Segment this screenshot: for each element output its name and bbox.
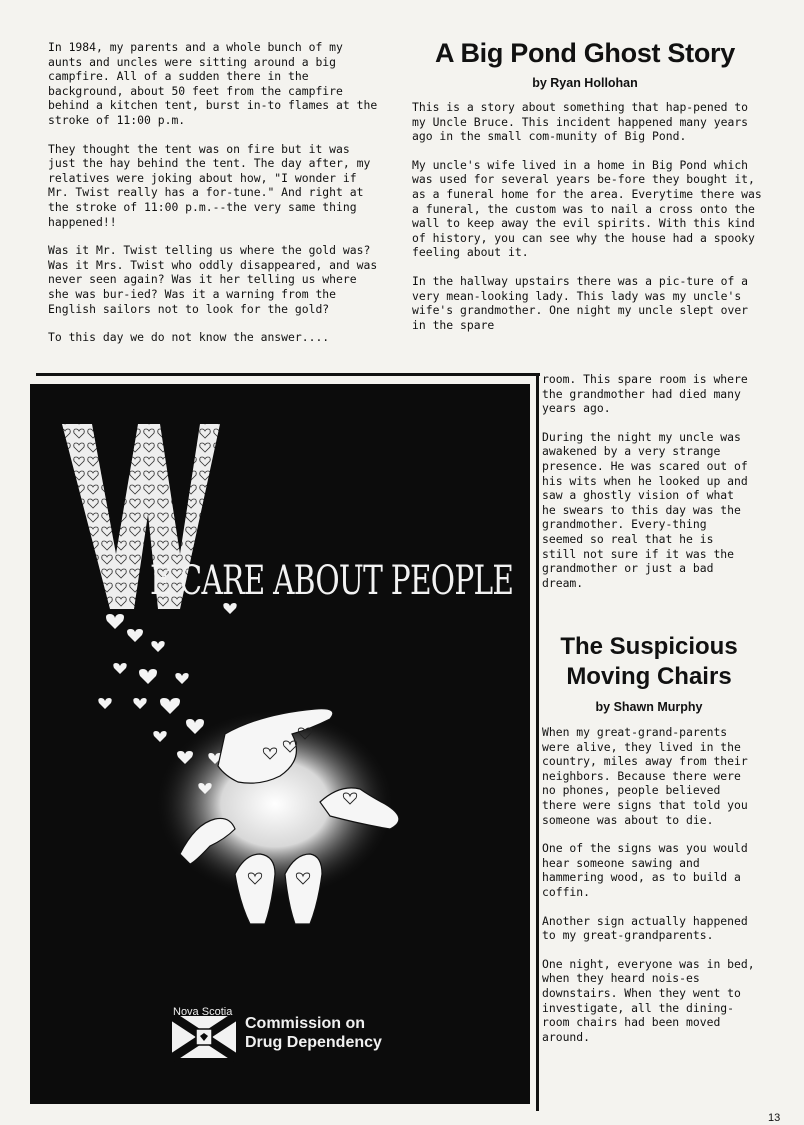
commission-line-1: Commission on xyxy=(245,1015,366,1032)
article1-byline: by Ryan Hollohan xyxy=(532,76,638,90)
commission-line-2: Drug Dependency xyxy=(245,1034,382,1051)
article1-paragraph-1: This is a story about something that hap-pened to my Uncle Bruce. This incident happened many years ago in the small com-munity of Big Pond. xyxy=(412,100,749,144)
article2-byline: by Shawn Murphy xyxy=(595,700,703,714)
article1-wide-text xyxy=(412,100,762,332)
article2-paragraph-4: One night, everyone was in bed, when they heard nois-es downstairs. When they went to investigate, all the dining-room chairs had been moved around. xyxy=(542,956,755,1044)
left-paragraph-3: Was it Mr. Twist telling us where the gold was? Was it Mrs. Twist who oddly disappeared, and was never seen again? Was it her telling us where she was bur-ied? Was it a warning from the English sailors not to look for the gold? xyxy=(48,243,378,316)
article1-title: A Big Pond Ghost Story xyxy=(435,38,735,68)
article1-paragraph-3: In the hallway upstairs there was a pic-ture of a very mean-looking lady. This lady was my uncle's wife's grandmother. One night my uncle slept over in the spare xyxy=(412,273,749,332)
nova-scotia-label: Nova Scotia xyxy=(173,1006,233,1018)
advert-side-rule xyxy=(536,373,539,1111)
article2-text xyxy=(542,725,756,1058)
advert-artwork xyxy=(30,384,530,1104)
article2-paragraph-3: Another sign actually happened to my great-grandparents. xyxy=(542,913,748,943)
left-paragraph-4: To this day we do not know the answer.... xyxy=(48,330,330,345)
drug-dependency-advert xyxy=(30,384,530,1104)
article2-title-line-1: The Suspicious xyxy=(560,633,738,660)
article2-title-line-2: Moving Chairs xyxy=(566,663,732,690)
article2-title xyxy=(542,632,756,692)
left-paragraph-2: They thought the tent was on fire but it was just the hay behind the tent. The day after, my relatives were joking about how, "I wonder if Mr. Twist really has a for-tune." And right at the stroke of 11:00 p.m.--the very same thing happened!! xyxy=(48,141,371,229)
left-column-text xyxy=(48,40,383,359)
article2-paragraph-1: When my great-grand-parents were alive, they lived in the country, miles away from their neighbors. Because there were no phones, people believed there were signs that told you someone was about to die. xyxy=(542,725,748,827)
article2-paragraph-2: One of the signs was you would hear someone sawing and hammering wood, as to build a coffin. xyxy=(542,841,748,899)
article1-narrow-text xyxy=(542,372,752,604)
article1-paragraph-5: During the night my uncle was awakened by a very strange presence. He was scared out of his wits when he looked up and saw a ghostly vision of what he swears to this day was the grandmother. Every-thing seemed so real that he is still not sure if it was the grandmother or just a bad dream. xyxy=(542,429,748,590)
article1-paragraph-2: My uncle's wife lived in a home in Big Pond which was used for several years be-fore they bought it, as a funeral home for the area. Everytime there was a funeral, the custom was to nail a cross onto the wall to keep away the evil spirits. With this kind of history, you can see why the house had a spooky feeling about it. xyxy=(412,157,762,260)
commission-name xyxy=(245,1014,382,1052)
advert-tagline: E CARE ABOUT PEOPLE xyxy=(150,558,514,604)
advert-top-rule xyxy=(36,373,540,376)
nova-scotia-saltire-logo xyxy=(172,1016,236,1058)
page-number: 13 xyxy=(768,1112,781,1124)
article1-paragraph-4: room. This spare room is where the grandmother had died many years ago. xyxy=(542,372,748,416)
left-paragraph-1: In 1984, my parents and a whole bunch of my aunts and uncles were sitting around a big campfire. All of a sudden there in the background, about 50 feet from the campfire behind a kitchen tent, burst in-to flames at the stroke of 11:00 p.m. xyxy=(48,40,378,127)
